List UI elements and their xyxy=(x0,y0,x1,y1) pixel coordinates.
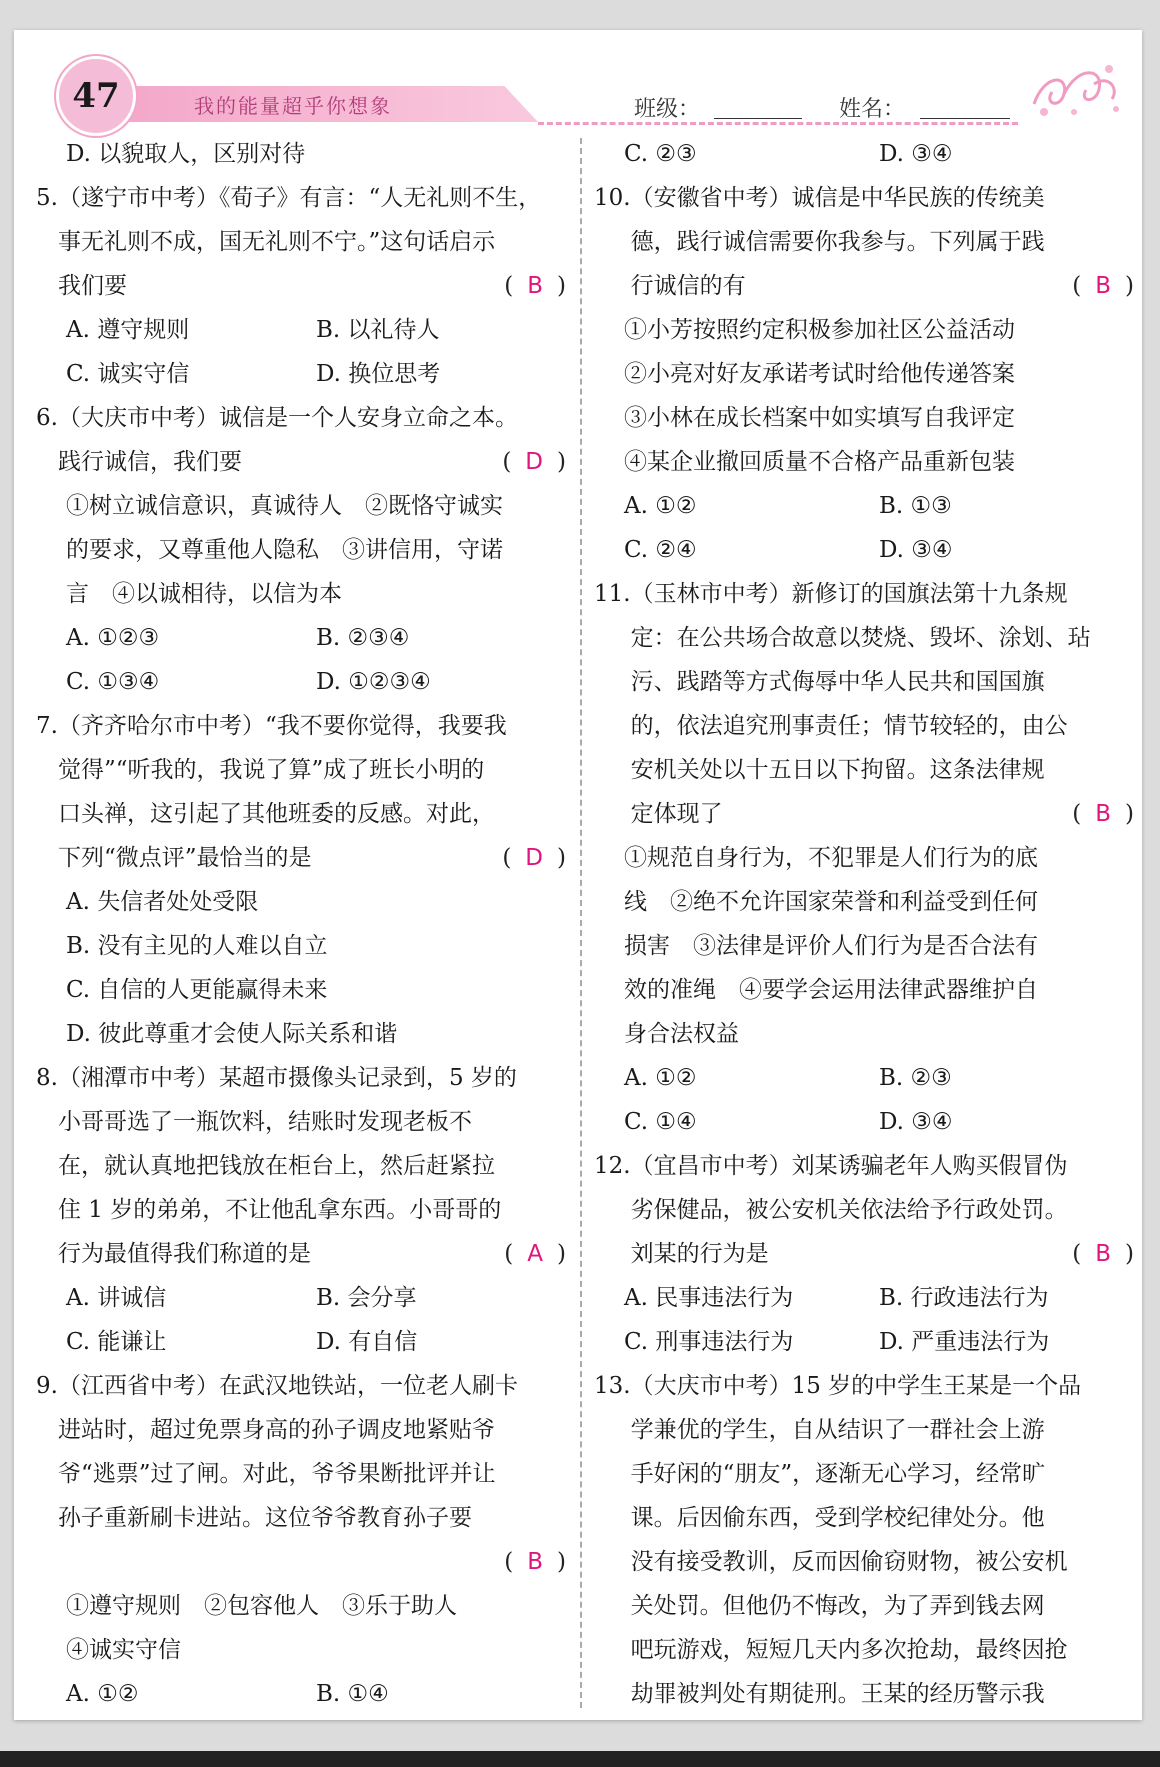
question-10 xyxy=(594,176,1134,572)
header-dash-line xyxy=(538,122,1018,125)
statement-line: ①小芳按照约定积极参加社区公益活动 xyxy=(624,317,1015,343)
question-text-line: （大庆市中考）诚信是一个人安身立命之本。 xyxy=(57,405,518,431)
question-text-line: 德，践行诚信需要你我参与。下列属于践 xyxy=(630,229,1045,255)
statement-line: 线 ②绝不允许国家荣誉和利益受到任何 xyxy=(624,889,1038,915)
answer-bracket: ( D ) xyxy=(502,845,566,871)
question-text-line: （宜昌市中考）刘某诱骗老年人购买假冒伪 xyxy=(630,1153,1068,1179)
question-text-line: （齐齐哈尔市中考）“我不要你觉得，我要我 xyxy=(57,713,507,739)
question-text-line: 进站时，超过免票身高的孙子调皮地紧贴爷 xyxy=(57,1417,495,1443)
option-line: D. 以貌取人，区别对待 xyxy=(66,141,306,167)
question-text-line: 没有接受教训，反而因偷窃财物，被公安机 xyxy=(630,1549,1068,1575)
question-number: 10. xyxy=(594,185,631,211)
option: B. 行政违法行为 xyxy=(879,1285,1049,1311)
question-7 xyxy=(36,704,566,1056)
name-label: 姓名： xyxy=(839,97,906,122)
left-column xyxy=(36,132,566,1716)
column-divider xyxy=(580,138,582,1708)
question-text-line: 课。后因偷东西，受到学校纪律处分。他 xyxy=(630,1505,1045,1531)
option: C. 能谦让 xyxy=(66,1329,167,1355)
question-text-line: 孙子重新刷卡进站。这位爷爷教育孙子要 xyxy=(57,1505,472,1531)
statement-line: 的要求，又尊重他人隐私 ③讲信用，守诺 xyxy=(66,537,503,563)
bottom-bar xyxy=(0,1751,1160,1767)
answer-bracket: ( B ) xyxy=(1072,273,1134,299)
question-text-line: 爷“逃票”过了闸。对此，爷爷果断批评并让 xyxy=(57,1461,496,1487)
question-9 xyxy=(36,1364,566,1716)
option: A. ①② xyxy=(624,493,697,519)
question-text-line: 刘某的行为是 ( B ) xyxy=(631,1232,1134,1276)
answer-letter: B xyxy=(1095,801,1112,827)
question-number: 7. xyxy=(36,713,58,739)
option: A. ①② xyxy=(624,1065,697,1091)
question-text-line: 定体现了 ( B ) xyxy=(631,792,1134,836)
question-number: 9. xyxy=(36,1373,58,1399)
question-text-line: （湘潭市中考）某超市摄像头记录到，5 岁的 xyxy=(57,1065,517,1091)
answer-letter: A xyxy=(527,1241,544,1267)
answer-letter: B xyxy=(1095,1241,1112,1267)
option: B. ②③④ xyxy=(316,625,410,651)
question-text-line: 的，依法追究刑事责任；情节较轻的，由公 xyxy=(630,713,1068,739)
question-text-line: 污、践踏等方式侮辱中华人民共和国国旗 xyxy=(630,669,1045,695)
answer-letter: D xyxy=(525,845,544,871)
answer-letter: B xyxy=(527,1549,544,1575)
question-text-line: 定：在公共场合故意以焚烧、毁坏、涂划、玷 xyxy=(630,625,1091,651)
workbook-page xyxy=(14,30,1142,1720)
option: B. ②③ xyxy=(879,1065,952,1091)
statement-line: ②小亮对好友承诺考试时给他传递答案 xyxy=(624,361,1015,387)
answer-bracket: ( B ) xyxy=(504,1549,566,1575)
question-text-line: 手好闲的“朋友”，逐渐无心学习，经常旷 xyxy=(630,1461,1046,1487)
option: B. ①④ xyxy=(316,1681,389,1707)
option: D. 换位思考 xyxy=(316,361,441,387)
question-text-line: 践行诚信，我们要 ( D ) xyxy=(58,440,566,484)
question-text-line: 行诚信的有 ( B ) xyxy=(631,264,1134,308)
question-text-line: 住 1 岁的弟弟，不让他乱拿东西。小哥哥的 xyxy=(57,1197,502,1223)
answer-bracket: ( D ) xyxy=(502,449,566,475)
class-label: 班级： xyxy=(634,97,701,122)
option: B. 没有主见的人难以自立 xyxy=(66,933,328,959)
answer-letter: D xyxy=(525,449,544,475)
answer-letter: B xyxy=(1095,273,1112,299)
name-field[interactable] xyxy=(920,118,1010,119)
option: A. 讲诚信 xyxy=(66,1285,167,1311)
option: C. ①③④ xyxy=(66,669,160,695)
option: D. 有自信 xyxy=(316,1329,418,1355)
question-text-line: 劫罪被判处有期徒刑。王某的经历警示我 xyxy=(630,1681,1045,1707)
statement-line: 言 ④以诚相待，以信为本 xyxy=(66,581,342,607)
answer-bracket: ( B ) xyxy=(1072,801,1134,827)
question-number: 12. xyxy=(594,1153,631,1179)
option: C. 自信的人更能赢得未来 xyxy=(66,977,328,1003)
question-text-line: 吧玩游戏，短短几天内多次抢劫，最终因抢 xyxy=(630,1637,1068,1663)
option: B. ①③ xyxy=(879,493,952,519)
question-text-line: 口头禅，这引起了其他班委的反感。对此， xyxy=(57,801,495,827)
option: C. ①④ xyxy=(624,1109,697,1135)
question-text-line: 学兼优的学生，自从结识了一群社会上游 xyxy=(630,1417,1045,1443)
answer-bracket: ( B ) xyxy=(1072,1241,1134,1267)
question-number: 5. xyxy=(36,185,58,211)
statement-line: ③小林在成长档案中如实填写自我评定 xyxy=(624,405,1015,431)
option: A. ①② xyxy=(66,1681,139,1707)
statement-line: ①规范自身行为，不犯罪是人们行为的底 xyxy=(624,845,1038,871)
statement-line: 损害 ③法律是评价人们行为是否合法有 xyxy=(624,933,1038,959)
motto-text: 我的能量超乎你想象 xyxy=(194,94,392,118)
question-text-line: 觉得”“听我的，我说了算”成了班长小明的 xyxy=(57,757,485,783)
statement-line: 效的准绳 ④要学会运用法律武器维护自 xyxy=(624,977,1038,1003)
question-text-line: 小哥哥选了一瓶饮料，结账时发现老板不 xyxy=(57,1109,472,1135)
option: B. 会分享 xyxy=(316,1285,417,1311)
question-text-line: 劣保健品，被公安机关依法给予行政处罚。 xyxy=(630,1197,1068,1223)
right-column xyxy=(594,132,1134,1716)
question-text-line: 关处罚。但他仍不悔改，为了弄到钱去网 xyxy=(630,1593,1045,1619)
option: A. ①②③ xyxy=(66,625,160,651)
option: C. 诚实守信 xyxy=(66,361,190,387)
question-number: 13. xyxy=(594,1373,631,1399)
option: C. ②③ xyxy=(624,141,697,167)
option: D. 彼此尊重才会使人际关系和谐 xyxy=(66,1021,398,1047)
question-8 xyxy=(36,1056,566,1364)
option: D. 严重违法行为 xyxy=(879,1329,1050,1355)
answer-letter: B xyxy=(527,273,544,299)
statement-line: ④诚实守信 xyxy=(66,1637,181,1663)
question-5 xyxy=(36,176,566,396)
option: D. ③④ xyxy=(879,141,953,167)
question-6 xyxy=(36,396,566,704)
question-text-line: （江西省中考）在武汉地铁站，一位老人刷卡 xyxy=(57,1373,518,1399)
question-number: 6. xyxy=(36,405,58,431)
answer-bracket: ( B ) xyxy=(504,273,566,299)
answer-row xyxy=(58,1540,566,1584)
question-text-line: （安徽省中考）诚信是中华民族的传统美 xyxy=(630,185,1045,211)
option: D. ①②③④ xyxy=(316,669,431,695)
option: B. 以礼待人 xyxy=(316,317,440,343)
question-13 xyxy=(594,1364,1134,1716)
option: D. ③④ xyxy=(879,1109,953,1135)
question-text-line: 行为最值得我们称道的是 ( A ) xyxy=(58,1232,566,1276)
answer-bracket: ( A ) xyxy=(504,1241,566,1267)
question-text-line: 安机关处以十五日以下拘留。这条法律规 xyxy=(630,757,1045,783)
option: A. 失信者处处受限 xyxy=(66,889,259,915)
option: C. ②④ xyxy=(624,537,697,563)
statement-line: ①树立诚信意识，真诚待人 ②既恪守诚实 xyxy=(66,493,503,519)
floral-ornament-icon xyxy=(1024,54,1124,124)
question-number: 8. xyxy=(36,1065,58,1091)
class-field[interactable] xyxy=(714,118,802,119)
option: C. 刑事违法行为 xyxy=(624,1329,794,1355)
question-number: 11. xyxy=(594,581,631,607)
question-text-line: （玉林市中考）新修订的国旗法第十九条规 xyxy=(630,581,1068,607)
question-text-line: （大庆市中考）15 岁的中学生王某是一个品 xyxy=(630,1373,1082,1399)
question-11 xyxy=(594,572,1134,1144)
option: A. 遵守规则 xyxy=(66,317,190,343)
page-header xyxy=(34,48,1134,128)
option: A. 民事违法行为 xyxy=(624,1285,794,1311)
question-text-line: 在，就认真地把钱放在柜台上，然后赶紧拉 xyxy=(57,1153,495,1179)
question-12 xyxy=(594,1144,1134,1364)
statement-line: ④某企业撤回质量不合格产品重新包装 xyxy=(624,449,1015,475)
question-text-line: （遂宁市中考）《荀子》有言：“人无礼则不生， xyxy=(57,185,542,211)
option: D. ③④ xyxy=(879,537,953,563)
question-text-line: 下列“微点评”最恰当的是 ( D ) xyxy=(58,836,566,880)
question-text-line: 事无礼则不成，国无礼则不宁。”这句话启示 xyxy=(57,229,496,255)
statement-line: ①遵守规则 ②包容他人 ③乐于助人 xyxy=(66,1593,457,1619)
statement-line: 身合法权益 xyxy=(624,1021,739,1047)
question-text-line: 我们要 ( B ) xyxy=(58,264,566,308)
page-number: 47 xyxy=(56,56,136,136)
